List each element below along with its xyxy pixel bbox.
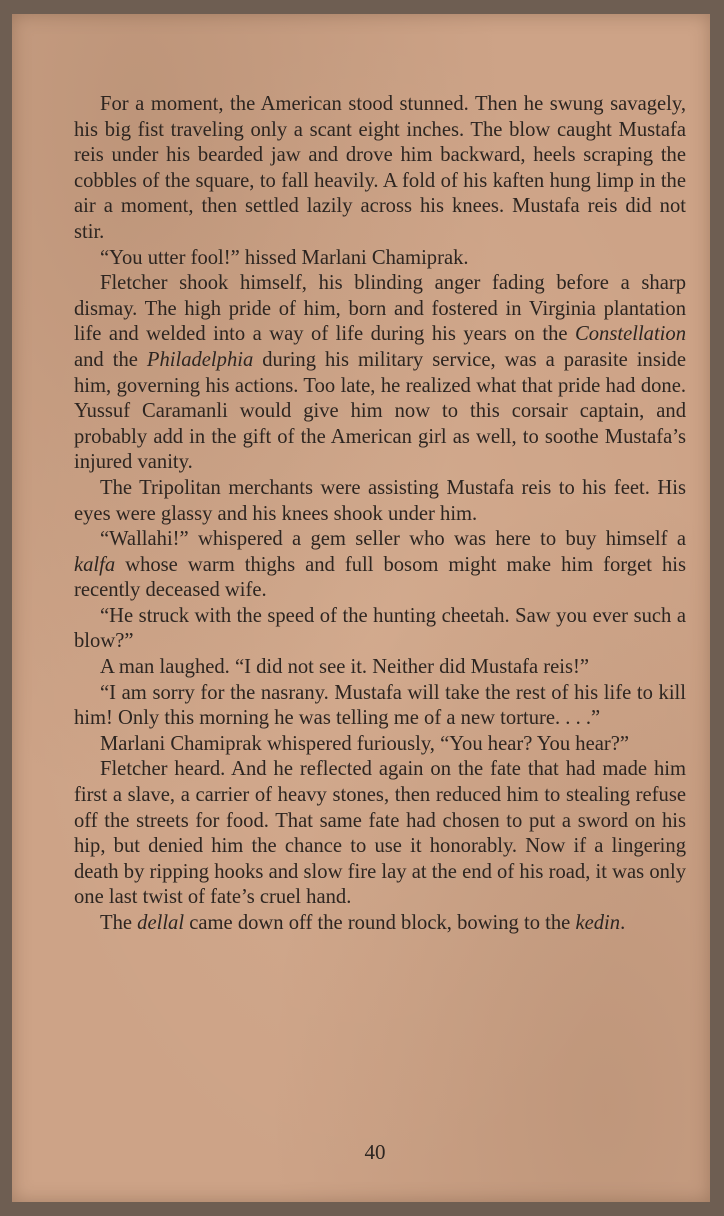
italic-text: kalfa: [74, 553, 116, 576]
text-run: whose warm thighs and full bosom might make him forget his recently deceased wife.: [74, 553, 686, 602]
paragraph: [74, 604, 686, 655]
italic-text: kedin: [575, 912, 621, 934]
text-run: during his military service, was a parasite inside him, governing his actions. Too late, he realized what that pride had done. Yussuf Caramanli would give him now to this corsair captain, and probably add in the gift of the American girl as well, to soothe Mustafa’s injured vanity.: [74, 348, 686, 474]
paragraph: [74, 92, 686, 246]
paragraph: [74, 271, 686, 476]
paragraph: [74, 527, 686, 604]
text-run: The Tripolitan merchants were assisting Mustafa reis to his feet. His eyes were glassy and his knees shook under him.: [74, 476, 686, 525]
paragraph: [74, 757, 686, 911]
paragraph: [74, 681, 686, 732]
body-text: [74, 92, 686, 937]
text-run: For a moment, the American stood stunned. Then he swung savagely, his big fist traveling only a scant eight inches. The blow caught Mustafa reis under his bearded jaw and drove him backward, heels scraping the cobbles of the square, to fall heavily. A fold of his kaften hung limp in the air a moment, then settled lazily across his knees. Mustafa reis did not stir.: [74, 93, 686, 243]
paragraph: [74, 476, 686, 527]
paragraph: [74, 655, 686, 681]
italic-text: dellal: [137, 912, 185, 934]
italic-text: Constellation: [575, 323, 686, 346]
text-run: “He struck with the speed of the hunting cheetah. Saw you ever such a blow?”: [74, 604, 686, 653]
paragraph: [74, 732, 686, 758]
text-run: The: [100, 912, 138, 934]
text-run: A man laughed. “I did not see it. Neither did Mustafa reis!”: [100, 656, 589, 679]
text-run: and the: [74, 348, 147, 371]
text-run: Fletcher shook himself, his blinding anger fading before a sharp dismay. The high pride of him, born and fostered in Virginia plantation life and welded into a way of life during his years on the: [74, 272, 686, 346]
text-run: “Wallahi!” whispered a gem seller who was here to buy himself a: [100, 528, 686, 551]
paragraph: [74, 246, 686, 272]
text-run: Fletcher heard. And he reflected again on the fate that had made him first a slave, a carrier of heavy stones, then reduced him to stealing refuse off the streets for food. That same fate had chosen to put a sword on his hip, but denied him the chance to use it honorably. Now if a lingering death by ripping hooks and slow fire lay at the end of his road, it was only one last twist of fate’s cruel hand.: [74, 758, 686, 909]
text-run: “I am sorry for the nasrany. Mustafa will take the rest of his life to kill him! Only this morning he was telling me of a new torture. . . .”: [74, 681, 686, 730]
text-run: “You utter fool!” hissed Marlani Chamiprak.: [100, 246, 469, 269]
book-page: [12, 14, 710, 1202]
page-number: 40: [364, 1140, 386, 1164]
text-run: .: [620, 912, 626, 934]
text-run: came down off the round block, bowing to the: [184, 912, 576, 934]
text-run: Marlani Chamiprak whispered furiously, “You hear? You hear?”: [100, 732, 630, 755]
paragraph: [74, 911, 686, 937]
italic-text: Philadelphia: [146, 348, 254, 371]
